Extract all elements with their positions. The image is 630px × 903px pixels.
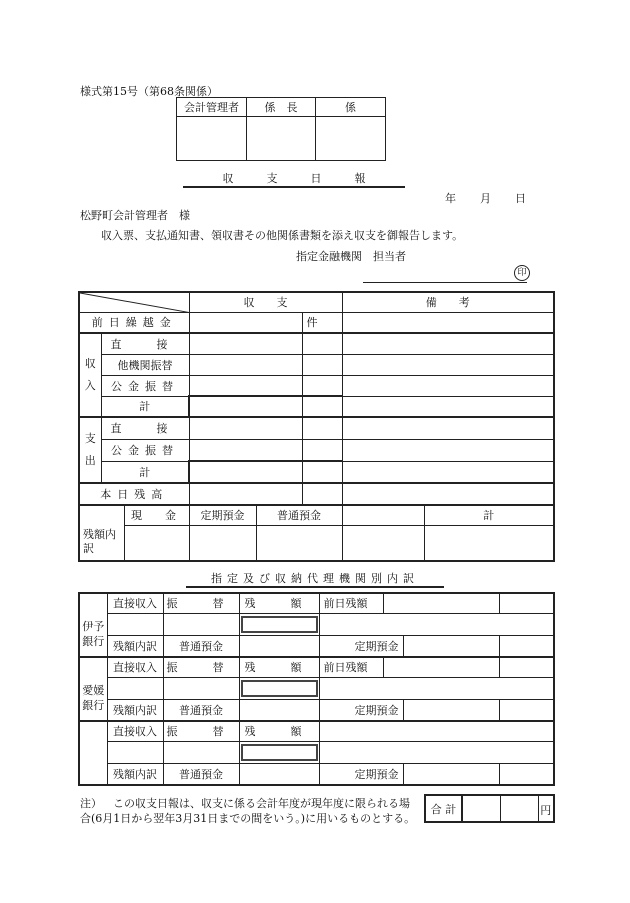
row-label-expense-direct: 直 接 (101, 417, 189, 439)
bank2-zangaku-value[interactable] (239, 677, 319, 699)
bank3-zangaku-value[interactable] (239, 741, 319, 763)
expense-direct-amount[interactable] (189, 417, 302, 439)
income-public-biko[interactable] (342, 375, 554, 396)
bank2-zangaku-label: 残 額 (239, 657, 319, 677)
ken-label: 件 (306, 316, 318, 330)
bank3-fixed-extra[interactable] (499, 763, 554, 785)
addressee: 松野町会計管理者 様 (80, 209, 190, 222)
bank3-breakdown-label: 残額内訳 (107, 763, 163, 785)
bank3-ordinary-value[interactable] (239, 763, 319, 785)
bank1-transfer-value[interactable] (163, 613, 239, 635)
row-label-income-direct: 直 接 (101, 333, 189, 354)
bank-name-blank[interactable] (79, 721, 107, 785)
row-label-income-public: 公金振替 (101, 375, 189, 396)
income-direct-count[interactable] (302, 333, 342, 354)
expense-public-count[interactable] (302, 439, 342, 461)
income-total-biko[interactable] (342, 396, 554, 417)
grand-total-table (424, 794, 555, 823)
expense-total-count[interactable] (302, 461, 342, 483)
bank2-breakdown-label: 残額内訳 (107, 699, 163, 721)
bank2-row2-blank (319, 677, 554, 699)
carry-over-count[interactable] (302, 312, 342, 333)
row-label-balance: 本日残高 (79, 483, 189, 505)
bank3-zangaku-box[interactable] (241, 744, 318, 761)
expense-public-biko[interactable] (342, 439, 554, 461)
report-title: 収 支 日 報 (183, 173, 405, 188)
bank1-prev-balance-value[interactable] (383, 593, 499, 613)
grand-total-value-1[interactable] (462, 795, 500, 822)
bank3-row2-blank (319, 741, 554, 763)
income-other-biko[interactable] (342, 354, 554, 375)
bank3-zangaku-label: 残 額 (239, 721, 319, 741)
bank2-zangaku-box[interactable] (241, 680, 318, 697)
bank1-ordinary-label: 普通預金 (163, 635, 239, 657)
breakdown-cash-value[interactable] (124, 525, 189, 561)
income-direct-amount[interactable] (189, 333, 302, 354)
balance-count[interactable] (302, 483, 342, 505)
bank1-zangaku-box[interactable] (241, 616, 318, 633)
breakdown-col-ordinary: 普通預金 (256, 505, 342, 525)
income-other-count[interactable] (302, 354, 342, 375)
bank2-prev-balance-extra[interactable] (499, 657, 554, 677)
breakdown-col-total: 計 (424, 505, 554, 525)
balance-biko[interactable] (342, 483, 554, 505)
row-label-income-other: 他機関振替 (101, 354, 189, 375)
date-month-label: 月 (480, 192, 491, 205)
bank1-breakdown-label: 残額内訳 (107, 635, 163, 657)
bank2-ordinary-value[interactable] (239, 699, 319, 721)
row-label-expense-public: 公金振替 (101, 439, 189, 461)
bank2-transfer-value[interactable] (163, 677, 239, 699)
approval-header-chief: 係 長 (247, 98, 316, 117)
approval-table (176, 97, 386, 161)
breakdown-label-text: 残額内訳 (83, 528, 116, 555)
diagonal-line (80, 293, 189, 312)
bank2-ordinary-label: 普通預金 (163, 699, 239, 721)
bank1-row2-blank (319, 613, 554, 635)
bank3-fixed-label: 定期預金 (319, 763, 403, 785)
income-other-amount[interactable] (189, 354, 302, 375)
form-number: 様式第15号（第68条関係） (80, 85, 218, 98)
signature-line[interactable] (363, 282, 527, 283)
bank3-transfer-value[interactable] (163, 741, 239, 763)
diagonal-header-cell (79, 292, 189, 312)
expense-public-amount[interactable] (189, 439, 302, 461)
bank3-transfer-label: 振 替 (163, 721, 239, 741)
col-header-shuushi: 収 支 (189, 292, 342, 312)
breakdown-blank-value[interactable] (342, 525, 424, 561)
bank1-fixed-label: 定期預金 (319, 635, 403, 657)
expense-direct-biko[interactable] (342, 417, 554, 439)
bank3-fixed-value[interactable] (403, 763, 499, 785)
carry-over-amount[interactable] (189, 312, 302, 333)
bank2-fixed-extra[interactable] (499, 699, 554, 721)
expense-total-amount[interactable] (189, 461, 302, 483)
approval-header-staff: 係 (316, 98, 386, 117)
bank1-zangaku-label: 残 額 (239, 593, 319, 613)
note-line2: 合(6月1日から翌年3月31日までの間をいう。)に用いるものとする。 (80, 812, 416, 825)
note-line1: この収支日報は、収支に係る会計年度が現年度に限られる場 (113, 797, 410, 810)
breakdown-total-value[interactable] (424, 525, 554, 561)
col-header-biko: 備 考 (342, 292, 554, 312)
yen-label: 円 (538, 795, 554, 822)
approval-stamp-cell[interactable] (316, 117, 386, 161)
bank1-fixed-value[interactable] (403, 635, 499, 657)
bank2-direct-income-label: 直接収入 (107, 657, 163, 677)
date-year-label: 年 (445, 192, 456, 205)
balance-amount[interactable] (189, 483, 302, 505)
bank2-fixed-label: 定期預金 (319, 699, 403, 721)
breakdown-fixed-value[interactable] (189, 525, 256, 561)
breakdown-col-blank (342, 505, 424, 525)
income-group-label: 収入 (79, 333, 101, 417)
bank1-fixed-extra[interactable] (499, 635, 554, 657)
expense-direct-count[interactable] (302, 417, 342, 439)
bank1-direct-income-label: 直接収入 (107, 593, 163, 613)
section2-title: 指定及び収納代理機関別内訳 (186, 573, 444, 588)
bank1-prev-balance-extra[interactable] (499, 593, 554, 613)
bank1-prev-balance-label: 前日残額 (319, 593, 383, 613)
breakdown-col-fixed: 定期預金 (189, 505, 256, 525)
breakdown-label (79, 505, 124, 561)
bank2-fixed-value[interactable] (403, 699, 499, 721)
bank-name-iyo: 伊予銀行 (79, 593, 107, 657)
bank-breakdown-table (78, 592, 555, 786)
income-public-amount[interactable] (189, 375, 302, 396)
date-day-label: 日 (515, 192, 526, 205)
grand-total-value-2[interactable] (500, 795, 538, 822)
approval-stamp-cell[interactable] (247, 117, 316, 161)
bank2-prev-balance-label: 前日残額 (319, 657, 383, 677)
income-direct-biko[interactable] (342, 333, 554, 354)
bank2-prev-balance-value[interactable] (383, 657, 499, 677)
seal-icon: 印 (514, 265, 530, 281)
bank2-direct-income-value[interactable] (107, 677, 163, 699)
row-label-income-total: 計 (101, 396, 189, 417)
carry-over-biko[interactable] (342, 312, 554, 333)
breakdown-ordinary-value[interactable] (256, 525, 342, 561)
note-label: 注） (80, 797, 102, 810)
bank1-zangaku-value[interactable] (239, 613, 319, 635)
approval-header-manager: 会計管理者 (177, 98, 247, 117)
grand-total-label: 合 計 (425, 795, 462, 822)
bank3-direct-income-label: 直接収入 (107, 721, 163, 741)
bank3-ordinary-label: 普通預金 (163, 763, 239, 785)
bank3-direct-income-value[interactable] (107, 741, 163, 763)
bank2-transfer-label: 振 替 (163, 657, 239, 677)
bank3-row1-blank (319, 721, 554, 741)
breakdown-col-cash: 現 金 (124, 505, 189, 525)
income-total-count[interactable] (302, 396, 342, 417)
bank1-direct-income-value[interactable] (107, 613, 163, 635)
income-public-count[interactable] (302, 375, 342, 396)
main-summary-table (78, 291, 555, 562)
expense-group-label: 支出 (79, 417, 101, 483)
reporter-label: 指定金融機関 担当者 (296, 250, 406, 263)
approval-stamp-cell[interactable] (177, 117, 247, 161)
row-label-carry-over: 前日繰越金 (79, 312, 189, 333)
bank-name-ehime: 愛媛銀行 (79, 657, 107, 721)
bank1-transfer-label: 振 替 (163, 593, 239, 613)
bank1-ordinary-value[interactable] (239, 635, 319, 657)
row-label-expense-total: 計 (101, 461, 189, 483)
intro-text: 収入票、支払通知書、領収書その他関係書類を添え収支を御報告します。 (101, 229, 464, 242)
income-total-amount[interactable] (189, 396, 302, 417)
expense-total-biko[interactable] (342, 461, 554, 483)
